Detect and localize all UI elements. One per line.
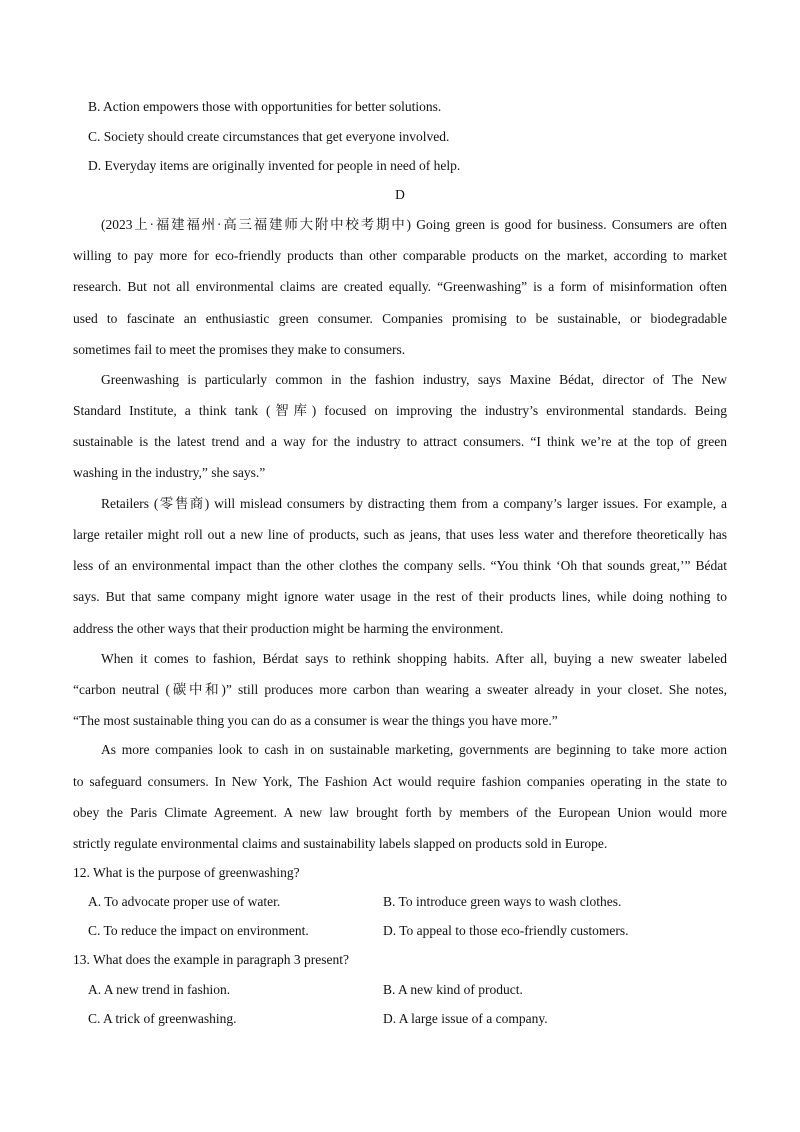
para3-line5: address the other ways that their production might be harming the environment. [73,621,504,636]
para4-line2: “carbon neutral (碳中和)” still produces more carbon than wearing a sweater already in your closet. She notes, [73,682,727,697]
para5-line3: obey the Paris Climate Agreement. A new law brought forth by members of the European Union would more [73,805,727,820]
para2-line3: sustainable is the latest trend and a way for the industry to attract consumers. “I think we’re at the top of green [73,434,727,449]
para3-line4: says. But that same company might ignore water usage in the rest of their products lines, while doing nothing to [73,589,727,604]
question-13-stem: 13. What does the example in paragraph 3 present? [73,952,350,967]
question-13-option-c: C. A trick of greenwashing. [88,1011,237,1026]
question-12-stem: 12. What is the purpose of greenwashing? [73,865,300,880]
prev-option-b: B. Action empowers those with opportunities for better solutions. [88,99,442,114]
para2-line1: Greenwashing is particularly common in the fashion industry, says Maxine Bédat, director of The New [101,372,727,387]
para2-line4: washing in the industry,” she says.” [73,465,266,480]
question-13-option-d: D. A large issue of a company. [383,1011,548,1026]
para5-line1: As more companies look to cash in on sustainable marketing, governments are beginning to take more action [101,742,727,757]
para1-line3: research. But not all environmental claims are created equally. “Greenwashing” is a form of misinformation often [73,279,727,294]
question-12-option-b: B. To introduce green ways to wash clothes. [383,894,622,909]
para3-line2: large retailer might roll out a new line of products, such as jeans, that uses less water and therefore theoretically has [73,527,727,542]
para2-line2: Standard Institute, a think tank (智库) focused on improving the industry’s environmental standards. Being [73,403,727,418]
para1-line2: willing to pay more for eco-friendly products than other comparable products on the market, according to market [73,248,727,263]
para4-line3: “The most sustainable thing you can do as a consumer is wear the things you have more.” [73,713,558,728]
question-12-option-d: D. To appeal to those eco-friendly customers. [383,923,629,938]
para5-line4: strictly regulate environmental claims and sustainability labels slapped on products sold in Europe. [73,836,608,851]
question-13-option-b: B. A new kind of product. [383,982,523,997]
prev-option-c: C. Society should create circumstances that get everyone involved. [88,129,450,144]
section-letter: D [395,187,405,202]
para1-line4: used to fascinate an enthusiastic green consumer. Companies promising to be sustainable, or biodegradable [73,311,727,326]
para5-line2: to safeguard consumers. In New York, The Fashion Act would require fashion companies operating in the state to [73,774,727,789]
prev-option-d: D. Everyday items are originally invented for people in need of help. [88,158,461,173]
para1-line1: (2023上·福建福州·高三福建师大附中校考期中) Going green is good for business. Consumers are often [101,217,727,232]
para1-line5: sometimes fail to meet the promises they make to consumers. [73,342,406,357]
question-13-option-a: A. A new trend in fashion. [88,982,231,997]
para3-line3: less of an environmental impact than the other clothes the company sells. “You think ‘Oh that sounds great,’” Bédat [73,558,727,573]
question-12-option-c: C. To reduce the impact on environment. [88,923,309,938]
question-12-option-a: A. To advocate proper use of water. [88,894,281,909]
para3-line1: Retailers (零售商) will mislead consumers by distracting them from a company’s larger issues. For example, a [101,496,727,511]
para4-line1: When it comes to fashion, Bérdat says to rethink shopping habits. After all, buying a new sweater labeled [101,651,727,666]
